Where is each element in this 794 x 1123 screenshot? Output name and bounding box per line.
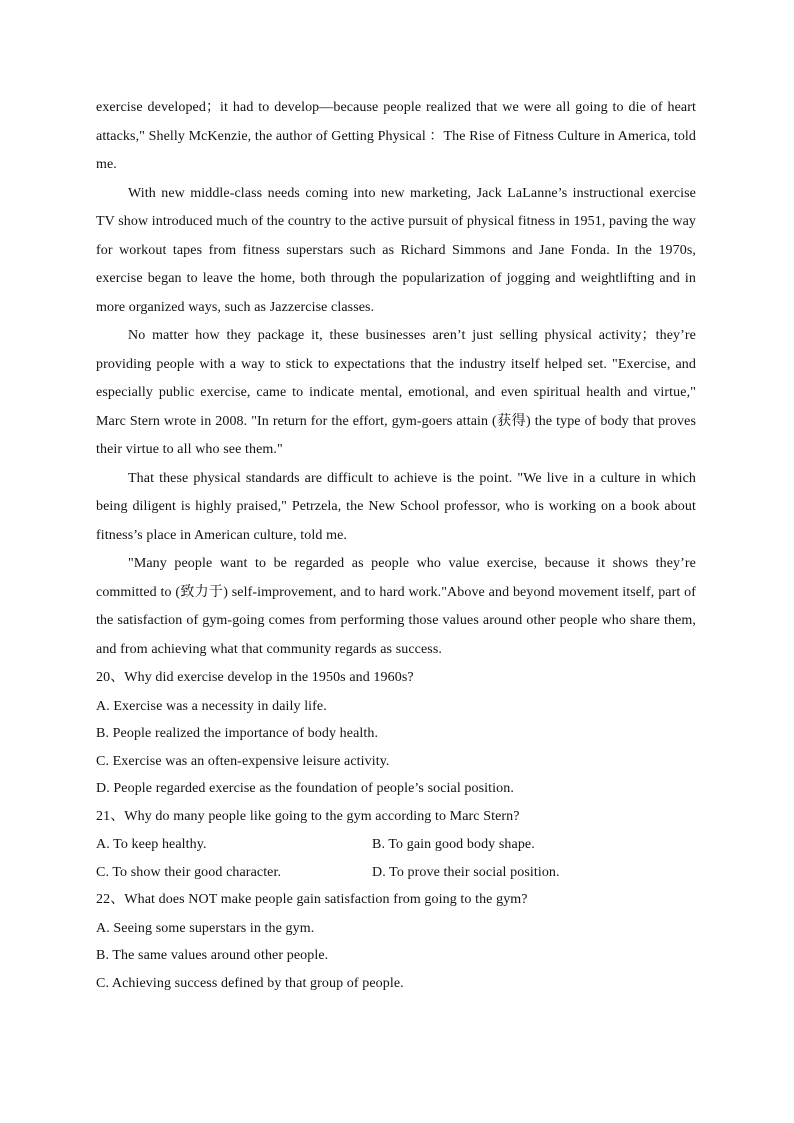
option-b: B. People realized the importance of body health. xyxy=(96,726,379,741)
option-a: A. Exercise was a necessity in daily life. xyxy=(96,698,327,714)
option-row xyxy=(96,859,696,887)
question-stem: 21、Why do many people like going to the gym according to Marc Stern? xyxy=(96,808,520,824)
question-22 xyxy=(96,886,696,997)
paragraph: exercise developed；it had to develop—because people realized that we were all going to die of heart attacks," Shelly McKenzie, the author of Getting Physical ：The Rise of Fitness Culture in America, told me. xyxy=(96,100,697,172)
question-stem: 22、What does NOT make people gain satisfaction from going to the gym? xyxy=(96,892,528,907)
option-c: C. To show their good character. xyxy=(96,864,282,880)
option-c: C. Achieving success defined by that group of people. xyxy=(96,975,404,991)
option-d: D. To prove their social position. xyxy=(372,864,560,880)
paragraph: With new middle-class needs coming into new marketing, Jack LaLanne’s instructional exercise TV show introduced much of the country to the active pursuit of physical fitness in 1951, paving the way for workout tapes from fitness superstars such as Richard Simmons and Jane Fonda. In the 1970s, exercise began to leave the home, both through the popularization of jogging and weightlifting and in more organized ways, such as Jazzercise classes. xyxy=(96,185,696,315)
paragraph: No matter how they package it, these businesses aren’t just selling physical activity；they’re providing people with a way to stick to expectations that the industry itself helped set. "Exercise, and especially public exercise, came to indicate mental, emotional, and even spiritual health and virtue," Marc Stern wrote in 2008. "In return for the effort, gym-goers attain (获得) the type of body that proves their virtue to all who see them." xyxy=(96,328,696,457)
paragraph: "Many people want to be regarded as people who value exercise, because it shows they’re committed to (致力于) self-improvement, and to hard work."Above and beyond movement itself, part of the satisfaction of gym-going comes from performing those values around other people who share them, and from achieving what that community regards as success. xyxy=(96,556,696,657)
question-21 xyxy=(96,803,696,887)
document-page xyxy=(96,94,696,997)
option-b: B. To gain good body shape. xyxy=(372,837,535,852)
question-stem: 20、Why did exercise develop in the 1950s and 1960s? xyxy=(96,670,414,685)
question-20 xyxy=(96,664,696,803)
option-row xyxy=(96,831,696,859)
paragraph: That these physical standards are difficult to achieve is the point. "We live in a culture in which being diligent is highly praised," Petrzela, the New School professor, who is working on a book about fitness’s place in American culture, told me. xyxy=(96,470,696,543)
option-b: B. The same values around other people. xyxy=(96,948,329,963)
option-c: C. Exercise was an often-expensive leisure activity. xyxy=(96,753,390,769)
option-a: A. To keep healthy. xyxy=(96,837,207,852)
option-a: A. Seeing some superstars in the gym. xyxy=(96,920,315,936)
option-d: D. People regarded exercise as the foundation of people’s social position. xyxy=(96,781,514,796)
